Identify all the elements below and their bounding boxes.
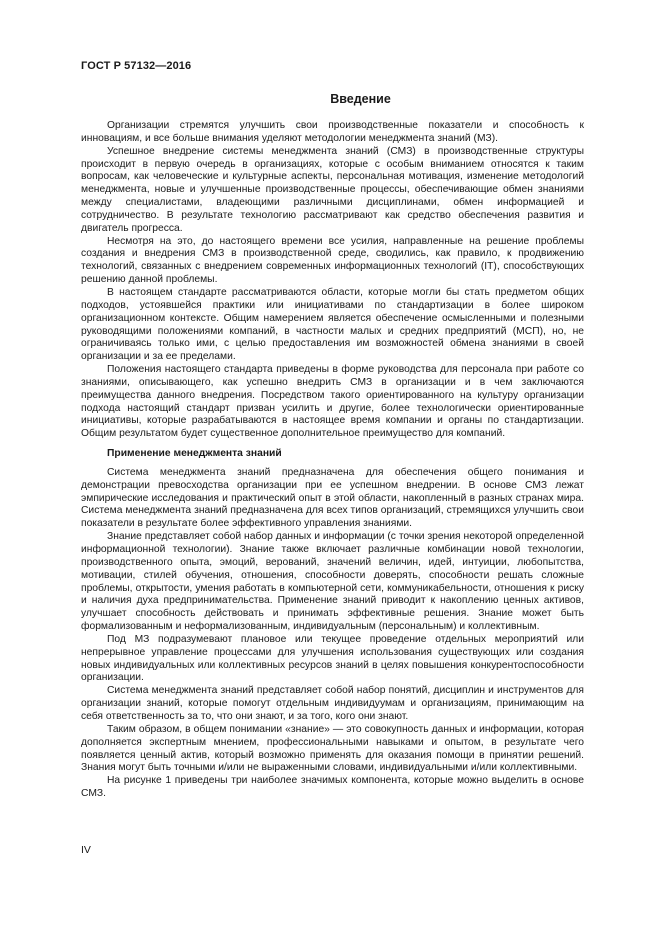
section-paragraph: Таким образом, в общем понимании «знание» — это совокупность данных и информации, которая дополняется экспертным мнением, профессиональными навыками и опытом, в результате чего появляется ценный актив, который возможно применять для оказания помощи в принятии решений. Знания могут быть точными и/или не выраженными словами, индивидуальными и/или коллективными.: [81, 723, 584, 774]
section-paragraph: Система менеджмента знаний представляет собой набор понятий, дисциплин и инструментов для организации знаний, которые помогут отдельным индивидуумам и организациям, принимающим на себя ответственность за то, что они знают, и за того, кого они знают.: [81, 685, 584, 722]
standard-id: ГОСТ Р 57132—2016: [81, 60, 192, 72]
page-number: IV: [81, 844, 91, 856]
section-paragraph: Знание представляет собой набор данных и информации (с точки зрения некоторой определенной информационной технологии). Знание также включает различные комбинации новой технологии, производственного опыта, эмоций, верований, значений величин, идей, интуиции, любопытства, мотивации, стилей обучения, отношения, способности доверять, способности решать сложные проблемы, открытости, умения работать в компьютерной сети, коммуникабельности, отношения к риску и наличия духа предпринимательства. Применение знаний приводит к накоплению ценных активов, улучшает способность действовать и принимать эффективные решения. Знание может быть формализованным и неформализованным, индивидуальным (персональным) и коллективным.: [81, 531, 584, 633]
intro-paragraph: Организации стремятся улучшить свои производственные показатели и способность к инновациям, и все больше внимания уделяют методологии менеджмента знаний (МЗ).: [81, 120, 584, 144]
subsection-heading: Применение менеджмента знаний: [107, 448, 282, 460]
section-paragraph: На рисунке 1 приведены три наиболее значимых компонента, которые можно выделить в основе СМЗ.: [81, 775, 584, 800]
intro-paragraph: В настоящем стандарте рассматриваются области, которые могли бы стать предметом общих подходов, устоявшейся практики или инициативами по стандартизации в более широком организационном контексте. Общим намерением является обеспечение осмысленными и полезными руководящими положениями компаний, в частности малых и средних предприятий (МСП), но, не ограничиваясь только ими, с целью предоставления им возможностей обмена знаниями в своей организации и за ее пределами.: [81, 286, 584, 363]
intro-paragraph: Несмотря на это, до настоящего времени все усилия, направленные на решение проблемы создания и внедрения СМЗ в производственной среде, сводились, как правило, к продвижению технологий, связанных с внедрением современных информационных технологий (IT), способствующих решению данной проблемы.: [81, 235, 584, 286]
intro-paragraph: Успешное внедрение системы менеджмента знаний (СМЗ) в производственные структуры происходит в первую очередь в организациях, которые с особым вниманием относятся к таким вопросам, как человеческие и культурные аспекты, персональная мотивация, изменение методологий менеджмента, новые и улучшенные производственные процессы, обеспечивающие обмен знаниями между специалистами, владеющими различными дисциплинами, обмен информацией и сотрудничество. В результате технологию рассматривают как средство обеспечения развития и двигатель прогресса.: [81, 145, 584, 234]
section-paragraph: Система менеджмента знаний предназначена для обеспечения общего понимания и демонстрации превосходства организации при ее успешном внедрении. В основе СМЗ лежат эмпирические исследования и практический опыт в этой области, накопленный в разных странах мира. Система менеджмента знаний предназначена для всех типов организаций, стремящихся улучшить свои показатели в результате более эффективного управления знаниями.: [81, 466, 584, 530]
intro-paragraph: Положения настоящего стандарта приведены в форме руководства для персонала при работе со знаниями, описывающего, как успешно внедрить СМЗ в организации и в чем заключаются преимущества данного внедрения. Посредством такого ориентированного на культуру организации подхода настоящий стандарт призван усилить и другие, более технологически ориентированные инициативы, которые разрабатываются в настоящее время компании и органы по стандартизации. Общим результатом будет существенное дополнительное преимущество для компаний.: [81, 364, 584, 440]
section-title: Введение: [330, 92, 391, 106]
document-body: [81, 120, 584, 801]
section-paragraph: Под МЗ подразумевают плановое или текущее проведение отдельных мероприятий или непрерывное управление процессами для улучшения использования существующих или создания новых индивидуальных или коллективных ресурсов знаний в целях повышения конкурентоспособности организации.: [81, 633, 584, 684]
